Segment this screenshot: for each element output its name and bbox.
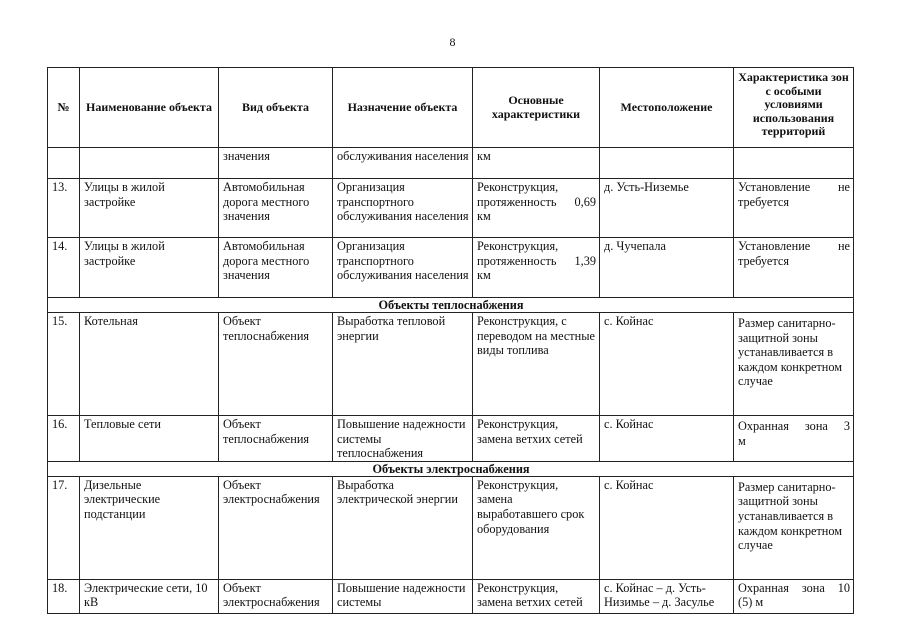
cell-zones (734, 416, 854, 462)
section-row (48, 461, 854, 476)
cell-characteristics: Реконструкция, замена выработавшего срок оборудования (473, 476, 600, 579)
table-row (48, 579, 854, 613)
cell-name: Дизельные электрические подстанции (80, 476, 219, 579)
cell-zones (734, 179, 854, 238)
cell-num: 14. (48, 238, 80, 298)
cell-purpose: Выработка тепловой энергии (333, 313, 473, 416)
header-characteristics: Основные характеристики (473, 68, 600, 148)
cell-num: 17. (48, 476, 80, 579)
cell-type: Объект теплоснабжения (219, 416, 333, 462)
cell-num: 13. (48, 179, 80, 238)
page-number: 8 (449, 35, 456, 49)
cell-zones (734, 148, 854, 179)
characteristics-line: км (477, 209, 491, 224)
objects-table (47, 67, 854, 614)
cell-purpose: обслуживания населения (333, 148, 473, 179)
section-row (48, 298, 854, 313)
header-location: Местоположение (600, 68, 734, 148)
cell-zones: Размер санитарно-защитной зоны устанавливается в каждом конкретном случае (734, 476, 854, 579)
continuation-row (48, 148, 854, 179)
table-row (48, 416, 854, 462)
section-title-power: Объекты электроснабжения (48, 461, 854, 476)
zones-line: м (738, 433, 746, 448)
cell-type: Объект электроснабжения (219, 476, 333, 579)
cell-num (48, 148, 80, 179)
characteristics-line: протяженность 1,39 (477, 253, 596, 268)
header-name: Наименование объекта (80, 68, 219, 148)
cell-location: с. Койнас (600, 416, 734, 462)
cell-characteristics (473, 238, 600, 298)
cell-type: значения (219, 148, 333, 179)
cell-num: 16. (48, 416, 80, 462)
zones-line: Охранная зона 10 (738, 580, 850, 595)
cell-characteristics: Реконструкция, замена ветхих сетей (473, 416, 600, 462)
table-row (48, 238, 854, 298)
zones-line: требуется (738, 194, 790, 209)
cell-type: Автомобильная дорога местного значения (219, 238, 333, 298)
cell-purpose: Выработка электрической энергии (333, 476, 473, 579)
table-row (48, 476, 854, 579)
header-num: № (48, 68, 80, 148)
table-row (48, 179, 854, 238)
header-type: Вид объекта (219, 68, 333, 148)
zones-line: Установление не (738, 239, 850, 253)
cell-purpose: Организация транспортного обслуживания населения (333, 179, 473, 238)
cell-name: Тепловые сети (80, 416, 219, 462)
table-row (48, 313, 854, 416)
cell-characteristics: Реконструкция, замена ветхих сетей (473, 579, 600, 613)
cell-characteristics: Реконструкция, с переводом на местные виды топлива (473, 313, 600, 416)
header-zones: Характеристика зон с особыми условиями использования территорий (734, 68, 854, 148)
cell-zones (734, 238, 854, 298)
cell-name: Котельная (80, 313, 219, 416)
cell-characteristics (473, 179, 600, 238)
cell-location: д. Чучепала (600, 238, 734, 298)
cell-location (600, 148, 734, 179)
cell-type: Объект теплоснабжения (219, 313, 333, 416)
cell-name (80, 148, 219, 179)
header-purpose: Назначение объекта (333, 68, 473, 148)
characteristics-line: протяженность 0,69 (477, 194, 596, 209)
cell-num: 18. (48, 579, 80, 613)
zones-line: (5) м (738, 595, 764, 610)
cell-characteristics: км (473, 148, 600, 179)
cell-name: Электрические сети, 10 кВ (80, 579, 219, 613)
cell-purpose: Организация транспортного обслуживания населения (333, 238, 473, 298)
cell-name: Улицы в жилой застройке (80, 238, 219, 298)
characteristics-line: Реконструкция, (477, 180, 559, 194)
cell-location: с. Койнас (600, 313, 734, 416)
zones-line: Установление не (738, 180, 850, 194)
cell-type: Автомобильная дорога местного значения (219, 179, 333, 238)
zones-line: требуется (738, 253, 790, 268)
cell-name: Улицы в жилой застройке (80, 179, 219, 238)
cell-purpose: Повышение надежности системы (333, 579, 473, 613)
cell-zones (734, 579, 854, 613)
cell-purpose: Повышение надежности системы теплоснабжения (333, 416, 473, 462)
section-title-heat: Объекты теплоснабжения (48, 298, 854, 313)
characteristics-line: км (477, 268, 491, 283)
cell-location: с. Койнас – д. Усть-Низимье – д. Засулье (600, 579, 734, 613)
cell-location: с. Койнас (600, 476, 734, 579)
cell-num: 15. (48, 313, 80, 416)
characteristics-line: Реконструкция, (477, 239, 559, 253)
header-row (48, 68, 854, 148)
cell-zones: Размер санитарно-защитной зоны устанавливается в каждом конкретном случае (734, 313, 854, 416)
cell-location: д. Усть-Низемье (600, 179, 734, 238)
cell-type: Объект электроснабжения (219, 579, 333, 613)
zones-line: Охранная зона 3 (738, 419, 850, 433)
